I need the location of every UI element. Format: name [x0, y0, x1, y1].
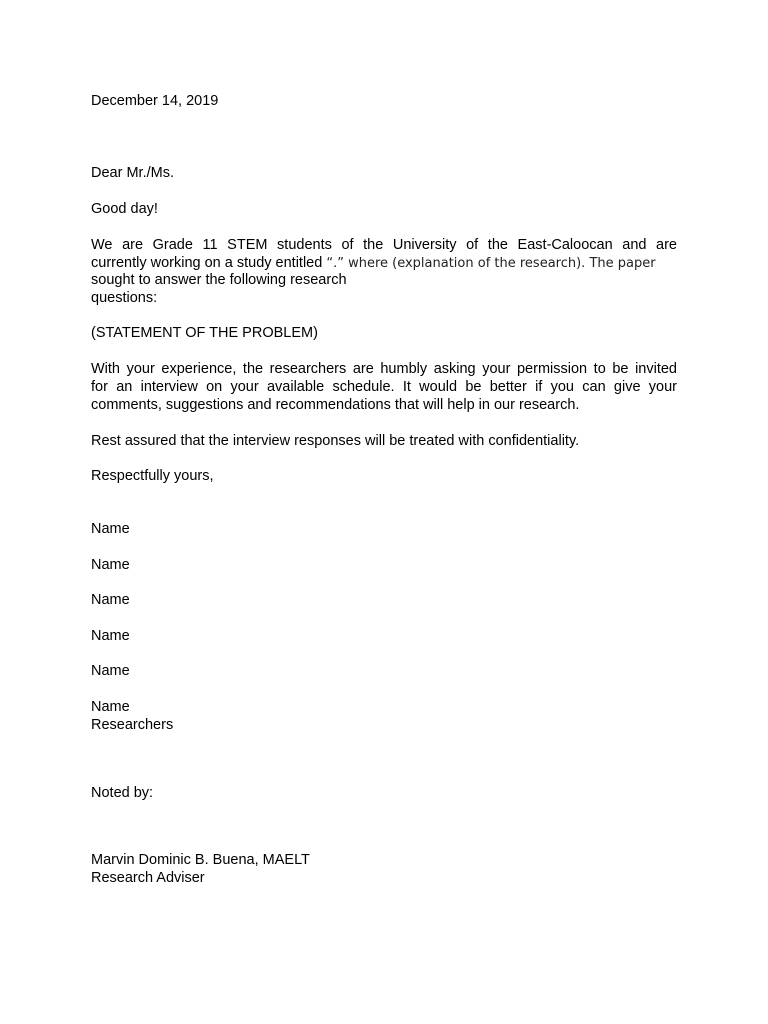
noted-by-label: Noted by:	[91, 785, 154, 801]
request-line-3: comments, suggestions and recommendations that will help in our research.	[91, 397, 580, 413]
request-line-1: With your experience, the researchers are humbly asking your permission to be invited	[91, 361, 677, 377]
intro-line-2-explanation: “.” where (explanation of the research). The paper	[326, 256, 656, 271]
researcher-name: Name	[91, 521, 130, 537]
letter-date: December 14, 2019	[91, 93, 219, 109]
statement-of-problem: (STATEMENT OF THE PROBLEM)	[91, 325, 318, 341]
greeting: Good day!	[91, 201, 158, 217]
adviser-title: Research Adviser	[91, 870, 205, 886]
researcher-name: Name	[91, 628, 130, 644]
researcher-name: Name	[91, 557, 130, 573]
intro-line-3: sought to answer the following research	[91, 272, 347, 288]
intro-line-4: questions:	[91, 290, 158, 306]
salutation: Dear Mr./Ms.	[91, 165, 174, 181]
adviser-name: Marvin Dominic B. Buena, MAELT	[91, 852, 310, 868]
closing: Respectfully yours,	[91, 468, 214, 484]
intro-line-1: We are Grade 11 STEM students of the University of the East-Caloocan and are	[91, 237, 677, 253]
researcher-name: Name	[91, 663, 130, 679]
researchers-label: Researchers	[91, 717, 174, 733]
confidentiality-statement: Rest assured that the interview responses will be treated with confidentiality.	[91, 433, 580, 449]
researcher-name: Name	[91, 699, 130, 715]
intro-line-2-start: currently working on a study entitled	[91, 255, 327, 271]
researcher-name: Name	[91, 592, 130, 608]
request-line-2: for an interview on your available schedule. It would be better if you can give your	[91, 379, 677, 395]
